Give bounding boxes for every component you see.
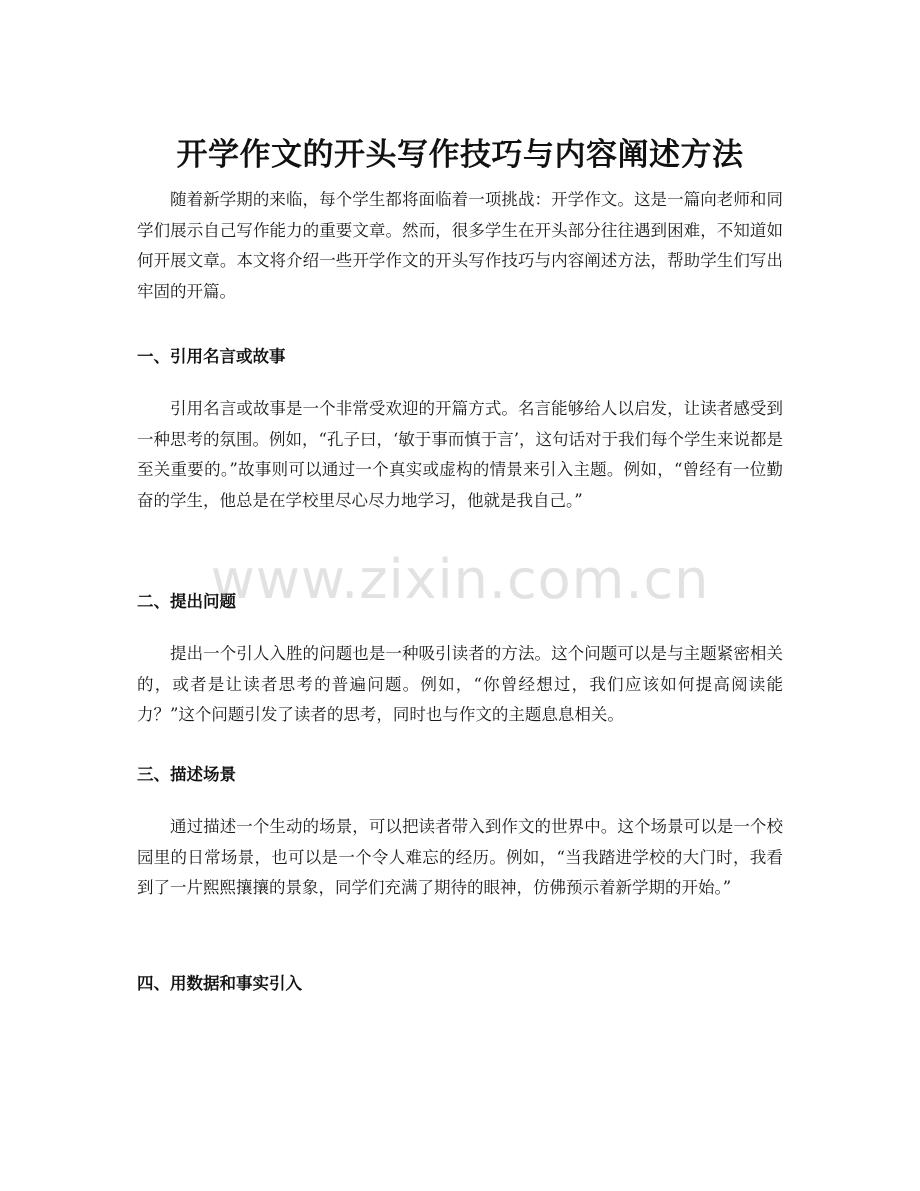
section-heading-4: 四、用数据和事实引入 [137,974,302,993]
watermark-text: www.zixin.com.cn [210,548,710,611]
section-heading-1: 一、引用名言或故事 [137,347,286,366]
section-heading-2: 二、提出问题 [137,592,236,611]
intro-paragraph: 随着新学期的来临，每个学生都将面临着一项挑战：开学作文。这是一篇向老师和同学们展示自己写作能力的重要文章。然而，很多学生在开头部分往往遇到困难，不知道如何开展文章。本文将介绍一些开学作文的开头写作技巧与内容阐述方法，帮助学生们写出牢固的开篇。 [137,190,783,301]
section-body-3: 通过描述一个生动的场景，可以把读者带入到作文的世界中。这个场景可以是一个校园里的日常场景，也可以是一个令人难忘的经历。例如，“当我踏进学校的大门时，我看到了一片熙熙攘攘的景象，同学们充满了期待的眼神，仿佛预示着新学期的开始。” [137,817,783,897]
section-heading-3: 三、描述场景 [137,765,236,784]
section-body-2: 提出一个引人入胜的问题也是一种吸引读者的方法。这个问题可以是与主题紧密相关的，或者是让读者思考的普遍问题。例如，“你曾经想过，我们应该如何提高阅读能力？”这个问题引发了读者的思考，同时也与作文的主题息息相关。 [137,644,783,724]
document-title: 开学作文的开头写作技巧与内容阐述方法 [176,136,744,173]
section-body-1: 引用名言或故事是一个非常受欢迎的开篇方式。名言能够给人以启发，让读者感受到一种思考的氛围。例如，“孔子曰，‘敏于事而慎于言’，这句话对于我们每个学生来说都是至关重要的。”故事则可以通过一个真实或虚构的情景来引入主题。例如，“曾经有一位勤奋的学生，他总是在学校里尽心尽力地学习，他就是我自己。” [137,399,783,510]
